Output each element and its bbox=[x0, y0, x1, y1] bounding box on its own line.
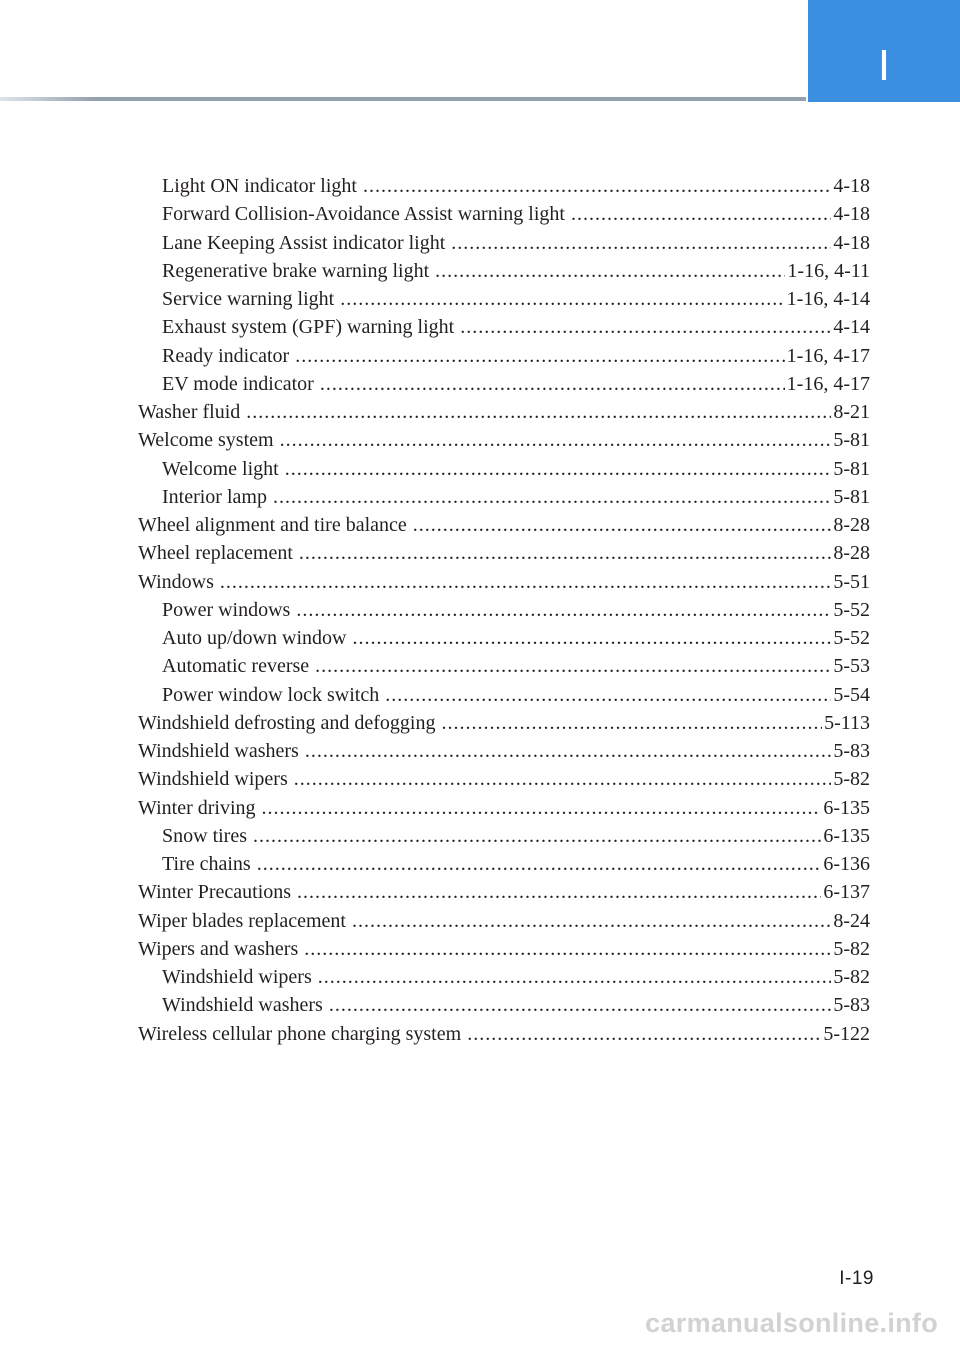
dot-leader bbox=[262, 794, 822, 822]
section-tab-letter: I bbox=[877, 41, 891, 90]
dot-leader bbox=[435, 257, 785, 285]
index-entry-label: Welcome system bbox=[138, 429, 274, 452]
dot-leader bbox=[304, 935, 831, 963]
index-entry-label: Windshield defrosting and defogging bbox=[138, 711, 436, 734]
dot-leader bbox=[413, 511, 832, 539]
dot-leader bbox=[285, 455, 832, 483]
index-entry-page: 8-24 bbox=[833, 909, 870, 932]
index-entry-page: 8-21 bbox=[833, 401, 870, 423]
index-entry-page: 5-113 bbox=[824, 711, 870, 734]
index-entry[interactable] bbox=[138, 539, 870, 567]
index-entry[interactable] bbox=[138, 850, 870, 878]
index-entry-page: 5-83 bbox=[833, 740, 870, 762]
index-entry-label: Service warning light bbox=[162, 288, 335, 310]
index-entry[interactable] bbox=[138, 737, 870, 765]
dot-leader bbox=[460, 313, 831, 341]
index-entry-label: EV mode indicator bbox=[162, 372, 314, 395]
index-entry-page: 1-16, 4-11 bbox=[787, 259, 870, 282]
index-entry-label: Washer fluid bbox=[138, 401, 241, 423]
index-entry[interactable] bbox=[138, 229, 870, 257]
index-entry-page: 5-82 bbox=[833, 768, 870, 791]
index-entry[interactable] bbox=[138, 313, 870, 341]
index-entry-label: Auto up/down window bbox=[162, 627, 347, 649]
index-entry-label: Forward Collision-Avoidance Assist warning light bbox=[162, 203, 565, 226]
index-entry-label: Wiper blades replacement bbox=[138, 909, 346, 932]
dot-leader bbox=[246, 398, 831, 426]
dot-leader bbox=[253, 822, 821, 850]
index-entry[interactable] bbox=[138, 1020, 870, 1048]
index-entry-page: 1-16, 4-14 bbox=[786, 288, 870, 310]
index-entry-page: 5-52 bbox=[833, 627, 870, 649]
dot-leader bbox=[385, 681, 831, 709]
dot-leader bbox=[294, 765, 832, 793]
dot-leader bbox=[340, 285, 784, 313]
index-entry[interactable] bbox=[138, 991, 870, 1019]
dot-leader bbox=[295, 342, 784, 370]
index-entry-page: 5-52 bbox=[833, 598, 870, 621]
index-entry-page: 8-28 bbox=[833, 542, 870, 565]
index-entry-page: 4-18 bbox=[833, 231, 870, 254]
index-entry-page: 4-18 bbox=[833, 175, 870, 197]
dot-leader bbox=[280, 426, 832, 454]
index-entry-label: Wireless cellular phone charging system bbox=[138, 1022, 462, 1045]
index-entry-label: Windshield wipers bbox=[138, 768, 288, 791]
index-entry[interactable] bbox=[138, 285, 870, 313]
index-entry[interactable] bbox=[138, 370, 870, 398]
index-entry-label: Power windows bbox=[162, 598, 291, 621]
index-entry[interactable] bbox=[138, 709, 870, 737]
index-entry[interactable] bbox=[138, 878, 870, 906]
index-entry[interactable] bbox=[138, 342, 870, 370]
index-entry-page: 4-14 bbox=[833, 316, 870, 339]
index-entry[interactable] bbox=[138, 596, 870, 624]
section-tab bbox=[808, 0, 960, 102]
index-entry[interactable] bbox=[138, 398, 870, 426]
index-entry[interactable] bbox=[138, 455, 870, 483]
index-entry-page: 5-82 bbox=[833, 937, 870, 960]
index-entry-page: 6-136 bbox=[823, 853, 870, 875]
index-entry-page: 1-16, 4-17 bbox=[786, 372, 870, 395]
index-entry-label: Windshield washers bbox=[138, 740, 299, 762]
index-entry-page: 8-28 bbox=[833, 514, 870, 536]
dot-leader bbox=[320, 370, 785, 398]
index-entry-page: 5-122 bbox=[823, 1022, 870, 1045]
index-entry-label: Wheel replacement bbox=[138, 542, 293, 565]
index-entry-label: Tire chains bbox=[162, 853, 251, 875]
dot-leader bbox=[441, 709, 822, 737]
index-entry-label: Ready indicator bbox=[162, 344, 290, 367]
index-entry[interactable] bbox=[138, 172, 870, 200]
dot-leader bbox=[273, 483, 831, 511]
index-entry-page: 6-135 bbox=[823, 796, 870, 819]
dot-leader bbox=[467, 1020, 821, 1048]
dot-leader bbox=[571, 200, 831, 228]
index-entry-label: Winter driving bbox=[138, 796, 256, 819]
index-entry[interactable] bbox=[138, 652, 870, 680]
dot-leader bbox=[297, 878, 821, 906]
dot-leader bbox=[352, 624, 831, 652]
index-entry[interactable] bbox=[138, 822, 870, 850]
index-entry-page: 5-81 bbox=[833, 485, 870, 508]
dot-leader bbox=[318, 963, 832, 991]
index-entry[interactable] bbox=[138, 681, 870, 709]
index-entry-page: 6-135 bbox=[823, 824, 870, 847]
index-entry-label: Snow tires bbox=[162, 824, 247, 847]
dot-leader bbox=[305, 737, 831, 765]
dot-leader bbox=[296, 596, 831, 624]
index-entry-page: 5-83 bbox=[833, 994, 870, 1017]
index-entry[interactable] bbox=[138, 794, 870, 822]
index-entry[interactable] bbox=[138, 483, 870, 511]
dot-leader bbox=[363, 172, 831, 200]
index-entry-page: 1-16, 4-17 bbox=[786, 344, 870, 367]
dot-leader bbox=[257, 850, 822, 878]
index-entry-label: Winter Precautions bbox=[138, 881, 292, 904]
index-entry[interactable] bbox=[138, 257, 870, 285]
dot-leader bbox=[220, 568, 831, 596]
index-entry-label: Windows bbox=[138, 570, 214, 593]
index-entry-label: Lane Keeping Assist indicator light bbox=[162, 231, 446, 254]
index-entry-page: 5-53 bbox=[833, 655, 870, 678]
index-entry-label: Wheel alignment and tire balance bbox=[138, 514, 407, 536]
index-entry-label: Exhaust system (GPF) warning light bbox=[162, 316, 455, 339]
index-entry[interactable] bbox=[138, 426, 870, 454]
index-entry-label: Wipers and washers bbox=[138, 937, 299, 960]
dot-leader bbox=[352, 907, 831, 935]
header-rule bbox=[0, 97, 806, 101]
index-list bbox=[138, 172, 870, 1048]
page-number: I-19 bbox=[839, 1268, 874, 1289]
index-entry-page: 4-18 bbox=[833, 203, 870, 226]
index-entry-label: Light ON indicator light bbox=[162, 175, 357, 197]
dot-leader bbox=[451, 229, 831, 257]
dot-leader bbox=[315, 652, 831, 680]
index-entry[interactable] bbox=[138, 963, 870, 991]
index-entry-page: 5-82 bbox=[833, 966, 870, 988]
index-entry[interactable] bbox=[138, 907, 870, 935]
index-entry[interactable] bbox=[138, 200, 870, 228]
dot-leader bbox=[299, 539, 831, 567]
index-entry-label: Welcome light bbox=[162, 457, 279, 480]
watermark: carmanualsonline.info bbox=[645, 1308, 938, 1338]
index-entry-page: 5-51 bbox=[833, 570, 870, 593]
dot-leader bbox=[329, 991, 831, 1019]
index-entry-label: Windshield washers bbox=[162, 994, 323, 1017]
index-entry-label: Regenerative brake warning light bbox=[162, 259, 430, 282]
index-entry-label: Windshield wipers bbox=[162, 966, 312, 988]
index-entry-page: 6-137 bbox=[823, 881, 870, 904]
index-entry-page: 5-54 bbox=[833, 683, 870, 706]
index-entry[interactable] bbox=[138, 935, 870, 963]
index-entry[interactable] bbox=[138, 624, 870, 652]
index-entry-label: Automatic reverse bbox=[162, 655, 310, 678]
index-entry[interactable] bbox=[138, 765, 870, 793]
index-entry-label: Power window lock switch bbox=[162, 683, 380, 706]
index-entry-label: Interior lamp bbox=[162, 485, 267, 508]
index-entry-page: 5-81 bbox=[833, 457, 870, 480]
index-entry[interactable] bbox=[138, 511, 870, 539]
index-entry-page: 5-81 bbox=[833, 429, 870, 452]
index-entry[interactable] bbox=[138, 568, 870, 596]
